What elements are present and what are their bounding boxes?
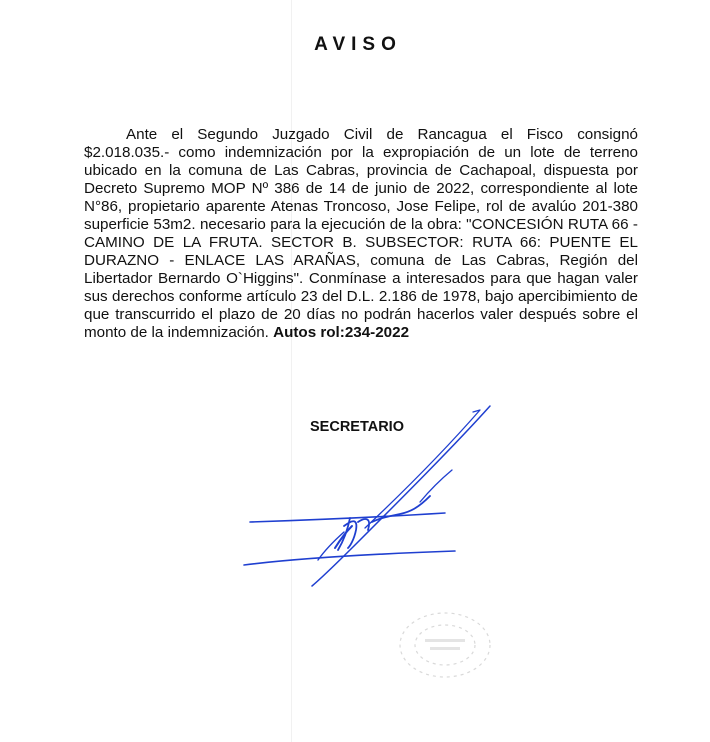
page-fold-divider [291, 0, 292, 742]
handwritten-signature [240, 400, 500, 590]
notice-body-main: Ante el Segundo Juzgado Civil de Rancagua el Fisco consignó $2.018.035.- como indemnización por la expropiación de un lote de terreno ubicado en la comuna de Las Cabras, provincia de Cachapoal, dispuesta por Decreto Supremo MOP Nº 386 de 14 de junio de 2022, correspondiente al lote N°86, propietario aparente Atenas Troncoso, Jose Felipe, rol de avalúo 201-380 superficie 53m2. necesario para la ejecución de la obra: "CONCESIÓN RUTA 66 - CAMINO DE LA FRUTA. SECTOR B. SUBSECTOR: RUTA 66: PUENTE EL DURAZNO - ENLACE LAS ARAÑAS, comuna de Las Cabras, Región del Libertador Bernardo O`Higgins". Conmínase a interesados para que hagan valer sus derechos conforme artículo 23 del D.L. 2.186 de 1978, bajo apercibimiento de que transcurrido el plazo de 20 días no podrán hacerlos valer después sobre el monto de la indemnización. [84, 126, 638, 341]
faded-stamp [390, 605, 500, 690]
notice-body [84, 126, 638, 342]
signatory-label: SECRETARIO [310, 419, 404, 435]
case-reference: Autos rol:234-2022 [273, 324, 410, 341]
notice-title: AVISO [314, 34, 402, 55]
